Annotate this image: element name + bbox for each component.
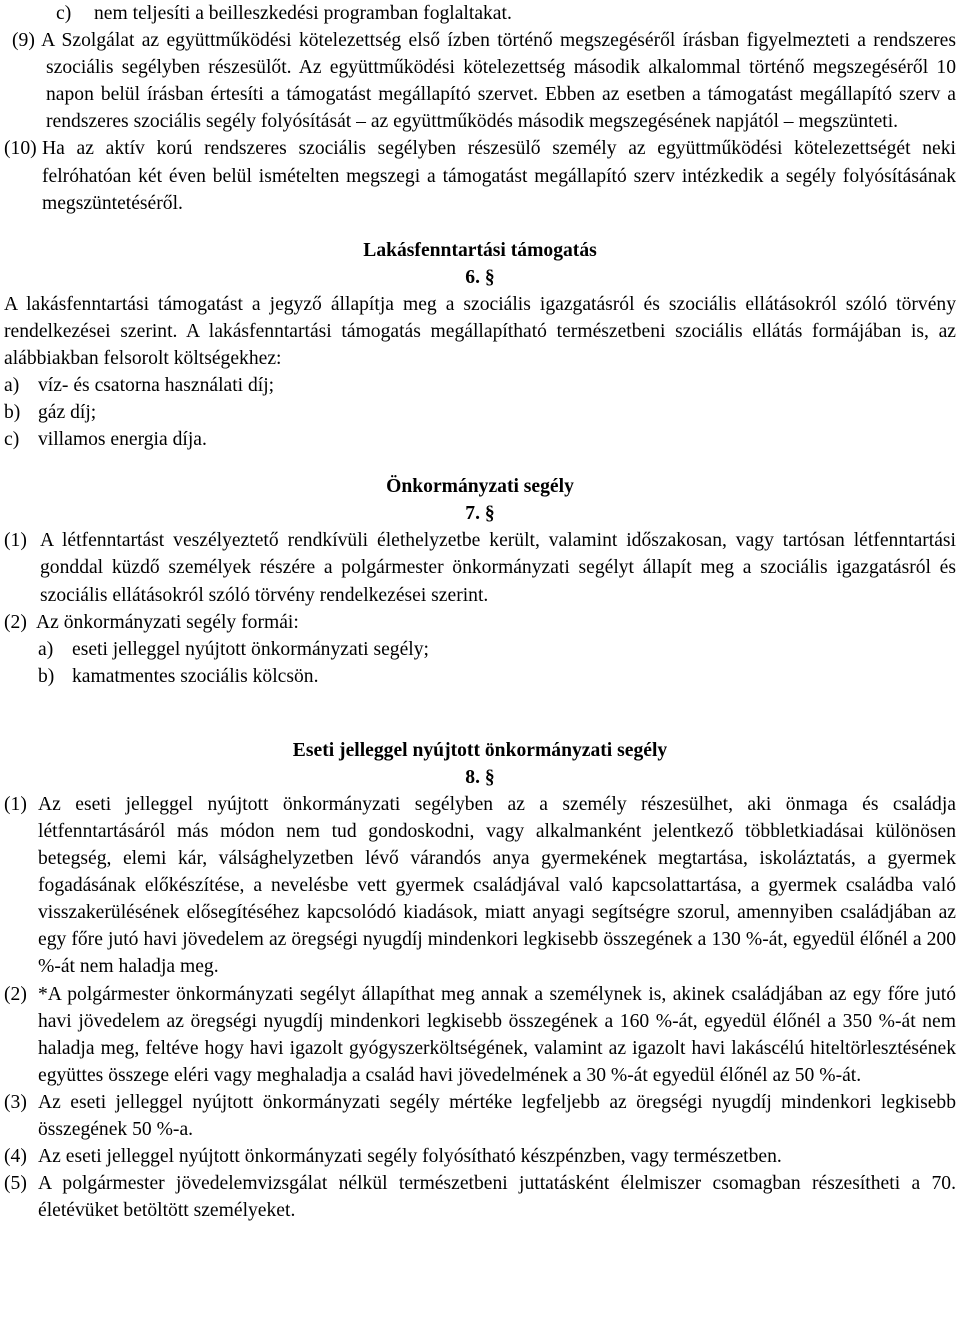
list-item-text: villamos energia díja.: [38, 429, 207, 451]
paragraph-8-4: [4, 1143, 956, 1170]
list-marker: a): [38, 638, 54, 660]
paragraph-8-1: [4, 791, 956, 981]
paragraph-8-3: [4, 1089, 956, 1143]
paragraph-9: (9) A Szolgálat az együttműködési kötelezettség első ízben történő megszegéséről írásban figyelmezteti a rendszeres szociális segélyben részesülőt. Az együttműködési kötelezettség második alkalommal történő megszegéséről 10 napon belül írásban értesíti a támogatást megállapító szervet. Ebben az esetben a támogatást megállapító szerv a rendszeres szociális segély folyósítását – az együttműködés második megszegésének napjától – megszünteti.: [12, 30, 956, 133]
section-6-intro: A lakásfenntartási támogatást a jegyző állapítja meg a szociális igazgatásról és szociális ellátásokról szóló törvény rendelkezései szerint. A lakásfenntartási támogatás megállapítható természetbeni szociális ellátás formájában is, az alábbiakban felsorolt költségekhez:: [4, 293, 956, 369]
paragraph-text: Az eseti jelleggel nyújtott önkormányzati segély mértéke legfeljebb az öregségi nyugdíj mindenkori legkisebb összegének 50 %-a.: [38, 1091, 956, 1140]
list-item: [4, 399, 956, 426]
paragraph-text: A polgármester jövedelemvizsgálat nélkül természetbeni juttatásként élelmiszer csomagban részesítheti a 70. életévüket betöltött személyeket.: [38, 1173, 956, 1222]
list-item: [4, 636, 956, 663]
list-item-c: [4, 0, 956, 27]
section-7-title: Önkormányzati segély: [386, 476, 574, 498]
list-marker: c): [4, 429, 20, 451]
paragraph-text: Ha az aktív korú rendszeres szociális segélyben részesülő személy az együttműködési kötelezettségét neki felróhatóan két éven belül ismételten megszegi a támogatást megállapító szerv intézkedik a segély folyósításának megszüntetéséről.: [42, 138, 956, 214]
paragraph-marker: (10): [4, 138, 37, 160]
section-7-number: 7. §: [465, 503, 495, 525]
list-item-text: víz- és csatorna használati díj;: [38, 375, 275, 397]
section-6-number: 6. §: [465, 266, 495, 288]
paragraph-text: Az önkormányzati segély formái:: [36, 611, 299, 633]
list-marker: a): [4, 375, 20, 397]
list-item: [4, 372, 956, 399]
paragraph-marker: (5): [4, 1173, 27, 1195]
paragraph-marker: (1): [4, 530, 27, 552]
paragraph-10-text: [4, 135, 956, 216]
paragraph-text: *A polgármester önkormányzati segélyt állapíthat meg annak a személynek is, akinek családjában az egy főre jutó havi jövedelem az öregségi nyugdíj mindenkori legkisebb összegének a 160 %-át, egyedül élőnél a 350 %-át nem haladja meg, feltéve hogy havi igazolt gyógyszerköltségének, valamint az igazolt havi lakáscélú hiteltörlesztésének együttes összege eléri vagy meghaladja a család havi jövedelmének a 30 %-át egyedül élőnél az 50 %-át.: [38, 983, 956, 1086]
paragraph-marker: (4): [4, 1146, 27, 1168]
paragraph-text: Az eseti jelleggel nyújtott önkormányzati segélyben az a személy részesülhet, aki önmaga és családja létfenntartásáról más módon nem tud gondoskodni, vagy alkalmanként jelentkező többletkiadásai különösen betegség, elemi kár, válsághelyzetben lévő várandós anya gyermekének megtartása, iskoláztatás, a gyermek fogadásának előkészítése, a nevelésbe vett gyermek családjával való kapcsolattartása, a gyermek családba való visszakerülésének elősegítéséhez kapcsolódó kiadások, miatt anyagi segítségre szorul, amennyiben családjában az egy főre jutó havi jövedelem az öregségi nyugdíj mindenkori legkisebb összegének a 130 %-át, egyedül élőnél a 200 %-át nem haladja meg.: [38, 793, 956, 978]
list-item-text: nem teljesíti a beilleszkedési programban foglaltakat.: [94, 3, 512, 24]
paragraph-marker: (2): [4, 983, 27, 1005]
section-6-title: Lakásfenntartási támogatás: [363, 239, 597, 261]
list-marker: b): [38, 665, 55, 687]
paragraph-7-1: [4, 527, 956, 608]
paragraph-8-5: [4, 1170, 956, 1224]
paragraph-text: Az eseti jelleggel nyújtott önkormányzati segély folyósítható készpénzben, vagy természetben.: [38, 1146, 782, 1168]
section-8-number: 8. §: [465, 766, 495, 788]
list-marker: c): [56, 3, 72, 24]
list-item: [4, 426, 956, 453]
paragraph-marker: (2): [4, 611, 27, 633]
list-item: [4, 663, 956, 690]
list-item-text: eseti jelleggel nyújtott önkormányzati segély;: [72, 638, 429, 660]
list-item-text: kamatmentes szociális kölcsön.: [72, 665, 319, 687]
paragraph-marker: (3): [4, 1091, 27, 1113]
paragraph-marker: (1): [4, 793, 27, 815]
section-8-title: Eseti jelleggel nyújtott önkormányzati segély: [292, 739, 668, 761]
list-marker: b): [4, 402, 21, 424]
list-item-text: gáz díj;: [38, 402, 97, 424]
paragraph-text: A létfenntartást veszélyeztető rendkívüli élethelyzetbe került, valamint időszakosan, vagy tartósan létfenntartási gonddal küzdő személyek részére a polgármester önkormányzati segélyt állapít meg a szociális igazgatásról és szociális ellátásokról szóló törvény rendelkezései szerint.: [40, 530, 956, 606]
paragraph-8-2: [4, 981, 956, 1089]
paragraph-7-2: [4, 609, 956, 636]
